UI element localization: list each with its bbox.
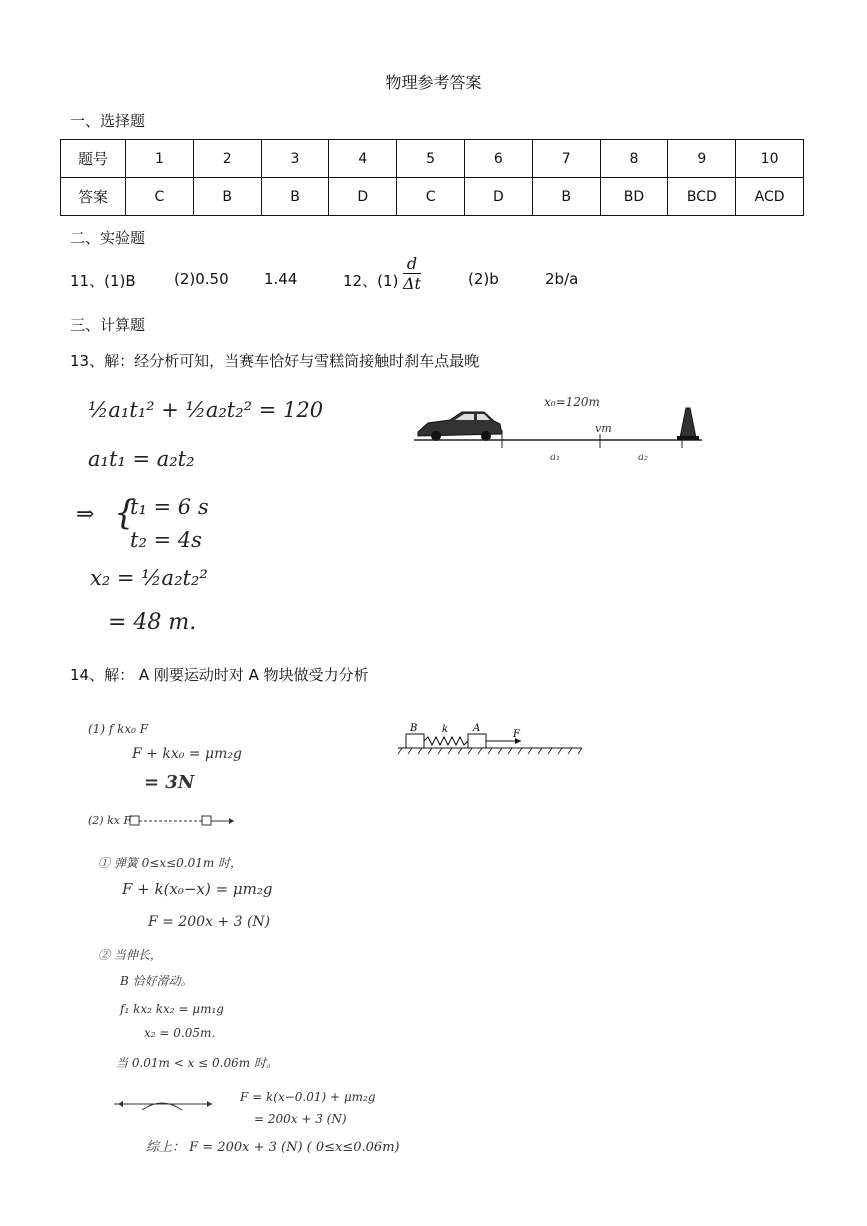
- block-a: [468, 734, 486, 748]
- spring-icon: [424, 737, 468, 745]
- q12-part1: 12、(1): [343, 272, 399, 290]
- table-cell: 3: [261, 140, 329, 178]
- spring-block-figure: [396, 720, 586, 760]
- q14-sketch3: [112, 1090, 222, 1120]
- page-title: 物理参考答案: [385, 73, 482, 92]
- q14-line8: ② 当伸长，: [98, 948, 162, 962]
- row-head-answer: 答案: [61, 178, 126, 216]
- fig-vm-label: vm: [595, 422, 612, 435]
- q14-line7: F = 200x + 3 (N): [148, 914, 271, 930]
- label-f: F: [513, 729, 520, 740]
- table-cell: BD: [600, 178, 668, 216]
- q12-part3: 2b/a: [545, 270, 579, 288]
- table-cell: 6: [464, 140, 532, 178]
- car-cone-figure: [410, 390, 710, 470]
- q14-line14: = 200x + 3 (N): [254, 1112, 347, 1126]
- label-a: A: [473, 723, 481, 734]
- q11-part1: 11、(1)B: [70, 272, 136, 290]
- q14-line13: F = k(x−0.01) + μm₂g: [240, 1090, 376, 1104]
- q14-line9: B 恰好滑动。: [120, 974, 193, 988]
- car-icon: [418, 412, 502, 441]
- table-cell: 7: [532, 140, 600, 178]
- table-cell: 9: [668, 140, 736, 178]
- table-cell: 2: [193, 140, 261, 178]
- q11-part2: (2)0.50: [174, 270, 229, 288]
- answer-table: [60, 139, 804, 216]
- q13-result: = 48 m.: [108, 610, 197, 635]
- fig-distance-label: x₀=120m: [544, 395, 600, 409]
- table-row: [61, 178, 804, 216]
- q14-line2: F + kx₀ = μm₂g: [132, 746, 242, 762]
- q12-part2: (2)b: [468, 270, 499, 288]
- q14-line6: F + k(x₀−x) = μm₂g: [122, 880, 273, 898]
- table-cell: D: [329, 178, 397, 216]
- label-b: B: [410, 723, 418, 734]
- block-b: [406, 734, 424, 748]
- table-cell: C: [397, 178, 465, 216]
- table-cell: 4: [329, 140, 397, 178]
- brace-icon: {: [114, 493, 136, 533]
- table-cell: B: [532, 178, 600, 216]
- fig-a1-label: a₁: [550, 452, 560, 463]
- table-cell: 10: [736, 140, 804, 178]
- q14-line4: (2) kx F: [88, 814, 132, 827]
- table-cell: 1: [126, 140, 194, 178]
- section-calculation-heading: 三、计算题: [70, 316, 146, 334]
- q13-t1: t₁ = 6 s: [130, 495, 209, 519]
- fraction-numerator: d: [403, 254, 421, 274]
- row-head-number: 题号: [61, 140, 126, 178]
- table-cell: 8: [600, 140, 668, 178]
- section-choice-heading: 一、选择题: [70, 112, 146, 130]
- table-row: [61, 140, 804, 178]
- q13-eq1: ½a₁t₁² + ½a₂t₂² = 120: [88, 398, 324, 422]
- section-experiment-heading: 二、实验题: [70, 229, 146, 247]
- q13-arrow: ⇒: [76, 502, 95, 527]
- q13-x2: x₂ = ½a₂t₂²: [90, 566, 208, 590]
- table-cell: D: [464, 178, 532, 216]
- table-cell: 5: [397, 140, 465, 178]
- q14-line10: f₁ kx₂ kx₂ = μm₁g: [120, 1002, 224, 1016]
- q14-line3: = 3N: [144, 772, 195, 793]
- q11-part3: 1.44: [264, 270, 298, 288]
- q14-line1: (1) f kx₀ F: [88, 722, 149, 736]
- fraction-denominator: Δt: [403, 274, 421, 293]
- table-cell: B: [193, 178, 261, 216]
- table-cell: C: [126, 178, 194, 216]
- q14-line12: 当 0.01m < x ≤ 0.06m 时。: [116, 1056, 278, 1070]
- cone-icon: [677, 408, 699, 440]
- q14-statement: 14、解： A 刚要运动时对 A 物块做受力分析: [70, 666, 369, 684]
- table-cell: ACD: [736, 178, 804, 216]
- label-k: k: [442, 724, 449, 735]
- fig-a2-label: a₂: [638, 452, 648, 463]
- q14-line15: 综上： F = 200x + 3 (N) ( 0≤x≤0.06m): [146, 1140, 400, 1155]
- q13-statement: 13、解：经分析可知，当赛车恰好与雪糕筒接触时刹车点最晚: [70, 352, 480, 370]
- table-cell: B: [261, 178, 329, 216]
- q12-fraction: [403, 254, 421, 293]
- q14-line5: ① 弹簧 0≤x≤0.01m 时，: [98, 856, 243, 870]
- table-cell: BCD: [668, 178, 736, 216]
- q13-eq2: a₁t₁ = a₂t₂: [88, 447, 195, 471]
- q13-t2: t₂ = 4s: [130, 528, 202, 552]
- q14-sketch2: [122, 806, 252, 836]
- q14-line11: x₂ = 0.05m.: [144, 1026, 216, 1040]
